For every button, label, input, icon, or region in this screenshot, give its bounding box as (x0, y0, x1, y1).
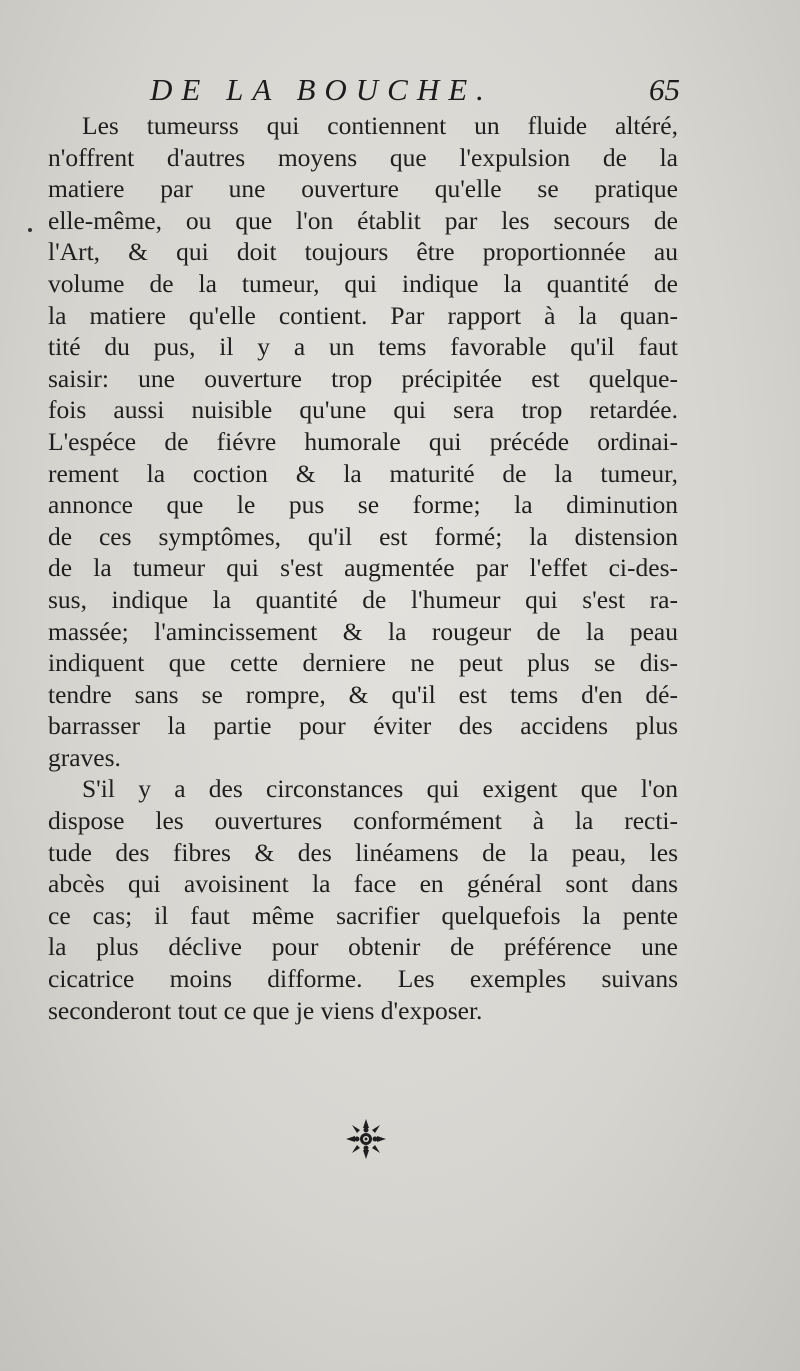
text-line: de ces symptômes, qu'il est formé; la distension (48, 521, 678, 551)
text-line: annonce que le pus se forme; la diminution (48, 490, 678, 520)
text-line: fois aussi nuisible qu'une qui sera trop retardée. (48, 395, 678, 425)
text-line: ce cas; il faut même sacrifier quelquefois la pente (48, 900, 678, 930)
text-line: S'il y a des circonstances qui exigent que l'on (82, 774, 678, 804)
text-line: l'Art, & qui doit toujours être proportionnée au (48, 237, 678, 267)
text-line: tité du pus, il y a un tems favorable qu'il faut (48, 332, 678, 362)
text-line: abcès qui avoisinent la face en général sont dans (48, 869, 678, 899)
text-line: tendre sans se rompre, & qu'il est tems d'en dé- (48, 679, 678, 709)
text-line: seconderont tout ce que je viens d'exposer. (48, 995, 483, 1025)
text-line: graves. (48, 742, 121, 772)
text-line: matiere par une ouverture qu'elle se pratique (48, 174, 678, 204)
paragraph (48, 110, 678, 773)
text-line: tude des fibres & des linéamens de la peau, les (48, 837, 678, 867)
text-line: rement la coction & la maturité de la tumeur, (48, 458, 678, 488)
text-line: dispose les ouvertures conformément à la recti- (48, 806, 678, 836)
text-line: volume de la tumeur, qui indique la quantité de (48, 268, 678, 298)
running-head: DE LA BOUCHE. (150, 72, 493, 107)
rosette-ornament-icon (344, 1117, 388, 1161)
page-header (150, 72, 680, 112)
text-line: la matiere qu'elle contient. Par rapport à la quan- (48, 300, 678, 330)
body-text (48, 110, 678, 1026)
text-line: sus, indique la quantité de l'humeur qui s'est ra- (48, 584, 678, 614)
paragraph (48, 773, 678, 1026)
text-line: elle-même, ou que l'on établit par les secours de (48, 205, 678, 235)
ink-speck (28, 228, 32, 232)
text-line: Les tumeurss qui contiennent un fluide altéré, (82, 111, 678, 140)
text-line: la plus déclive pour obtenir de préférence une (48, 932, 678, 962)
text-line: indiquent que cette derniere ne peut plus se dis- (48, 648, 678, 678)
text-line: cicatrice moins difforme. Les exemples suivans (48, 964, 678, 994)
text-line: L'espéce de fiévre humorale qui précéde ordinai- (48, 426, 678, 456)
text-line: de la tumeur qui s'est augmentée par l'effet ci-des- (48, 553, 678, 583)
text-line: n'offrent d'autres moyens que l'expulsion de la (48, 142, 678, 172)
text-line: massée; l'amincissement & la rougeur de la peau (48, 616, 678, 646)
text-line: saisir: une ouverture trop précipitée est quelque- (48, 363, 678, 393)
page-number: 65 (649, 72, 680, 107)
text-line: barrasser la partie pour éviter des accidens plus (48, 711, 678, 741)
